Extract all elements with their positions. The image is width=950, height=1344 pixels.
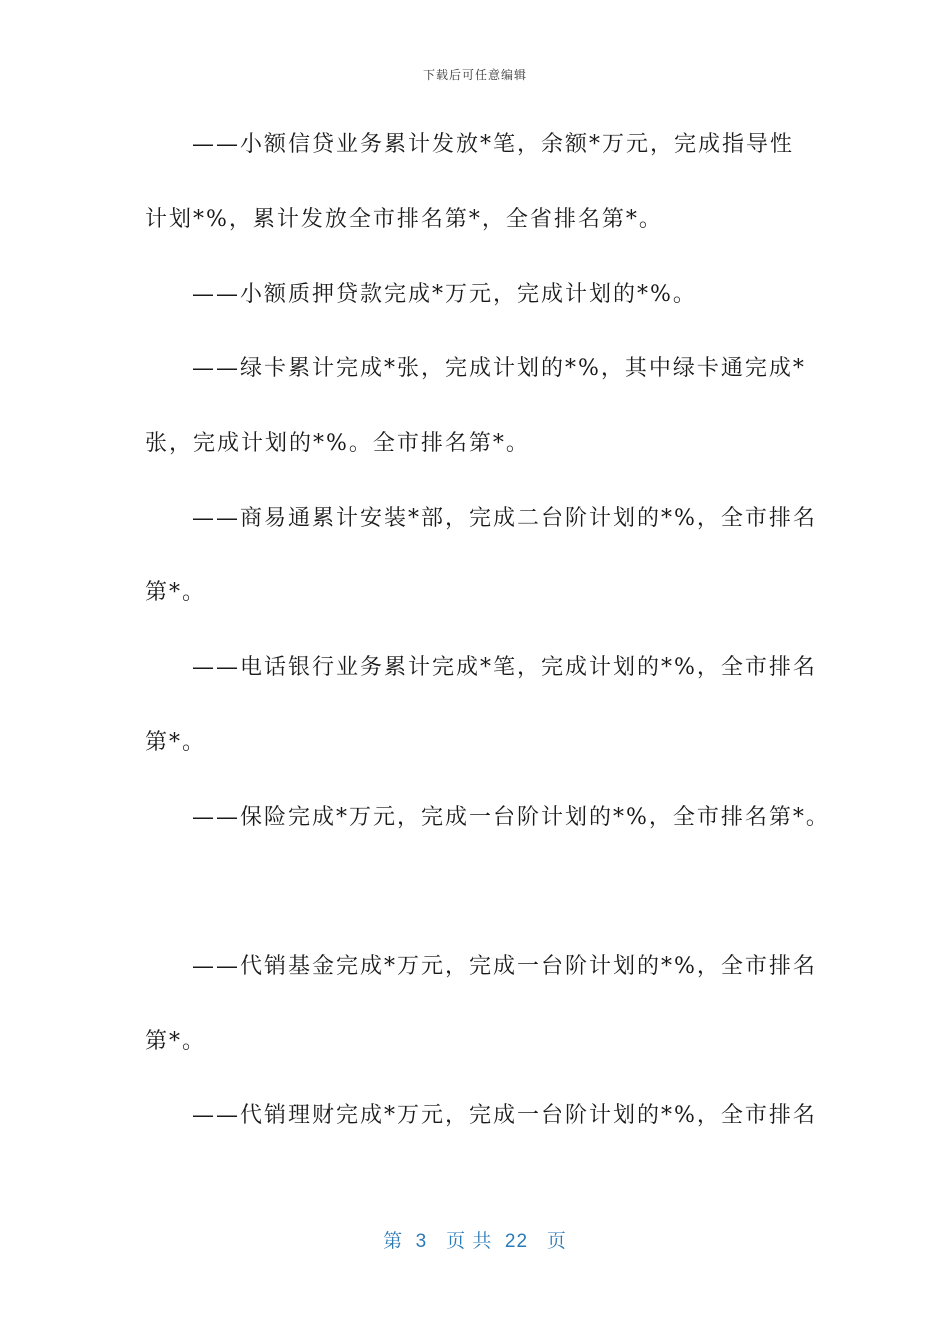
paragraph-line: ——电话银行业务累计完成*笔，完成计划的*%，全市排名 [192, 655, 817, 680]
page-header-note: 下载后可任意编辑 [422, 68, 527, 82]
paragraph-line: ——代销基金完成*万元，完成一台阶计划的*%，全市排名 [192, 954, 817, 979]
paragraph-line: ——商易通累计安装*部，完成二台阶计划的*%，全市排名 [192, 506, 817, 531]
paragraph-line: ——代销理财完成*万元，完成一台阶计划的*%，全市排名 [192, 1103, 817, 1128]
paragraph-line: 第*。 [145, 580, 207, 605]
paragraph-line: ——小额质押贷款完成*万元，完成计划的*%。 [192, 282, 697, 307]
paragraph-line: ——保险完成*万元，完成一台阶计划的*%，全市排名第*。 [192, 805, 830, 830]
paragraph-line: ——绿卡累计完成*张，完成计划的*%，其中绿卡通完成* [192, 356, 806, 381]
page-number-footer: 第 3 页 共 22 页 [383, 1231, 567, 1252]
paragraph-line: 第*。 [145, 1029, 207, 1054]
paragraph-line: 张，完成计划的*%。全市排名第*。 [145, 431, 530, 456]
paragraph-line: ——小额信贷业务累计发放*笔，余额*万元，完成指导性 [192, 132, 795, 157]
paragraph-line: 计划*%，累计发放全市排名第*，全省排名第*。 [145, 207, 663, 232]
paragraph-line: 第*。 [145, 730, 207, 755]
